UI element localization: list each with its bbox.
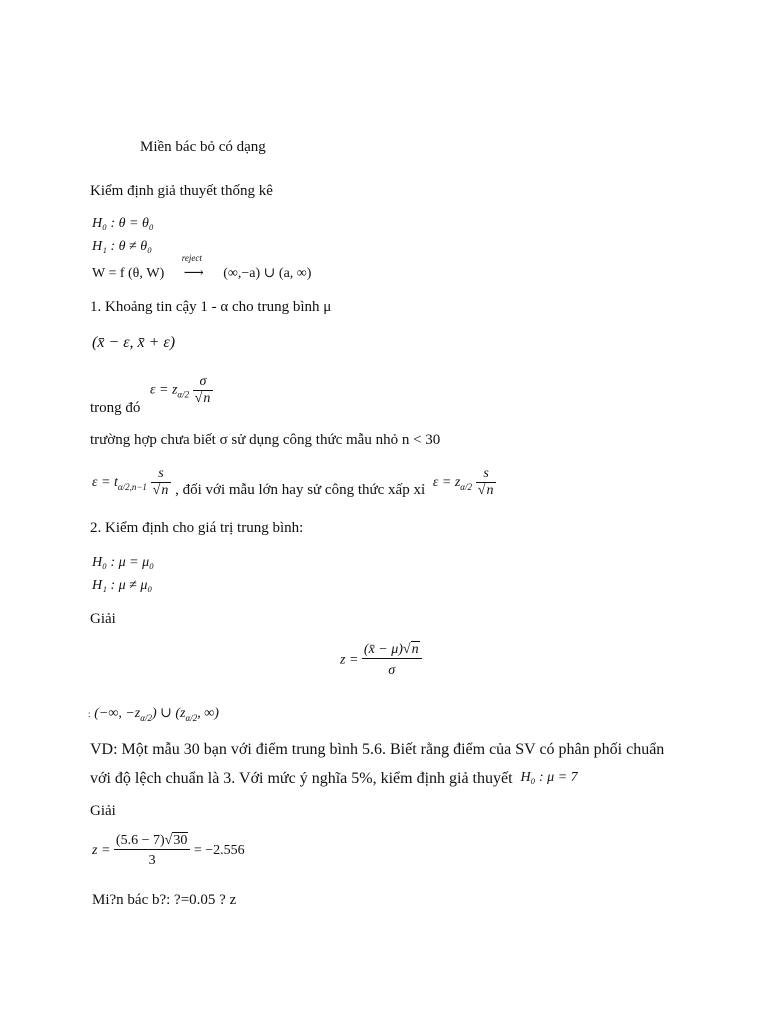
z2-numerator-root: 30 xyxy=(173,833,188,848)
heading-hypothesis-test: Kiểm định giả thuyết thống kê xyxy=(90,183,273,199)
heading-rejection-region: Miền bác bỏ có dạng xyxy=(140,139,266,155)
reject-colon: : xyxy=(88,709,91,719)
section-2-title: 2. Kiểm định cho giá trị trung bình: xyxy=(90,520,304,536)
example-h0: H₀ : μ = 7 xyxy=(520,770,578,785)
eps-t-numerator: s xyxy=(158,466,164,481)
eps-t-lhs: ε = t xyxy=(92,474,118,490)
eps-t-sub: α/2,n−1 xyxy=(117,481,147,492)
example-line-2 xyxy=(90,770,578,788)
reject-sub-2: α/2 xyxy=(185,713,198,723)
h0-mu: H₀ : μ = μ₀ xyxy=(92,555,155,570)
z-denominator: σ xyxy=(362,658,422,679)
z-fraction: $\frac{(x̄ - \mu)√n}{\sigma}$ xyxy=(362,642,422,679)
w-lhs: W = f (θ, W) xyxy=(92,266,165,281)
reject-region-part3: , ∞) xyxy=(197,706,219,721)
epsilon-numerator: σ xyxy=(199,374,207,389)
h1-theta: H₁ : θ ≠ θ₀ xyxy=(92,239,152,254)
last-line: Mi?n bác b?: ?=0.05 ? z xyxy=(92,892,237,908)
w-rhs: (∞,−a) ∪ (a, ∞) xyxy=(223,266,312,281)
reject-sub-1: α/2 xyxy=(140,713,152,723)
z-numerator-root: n xyxy=(411,642,419,657)
h0-theta: H₀ : θ = θ₀ xyxy=(92,216,154,231)
z-numerator-paren: (x̄ − μ) xyxy=(363,642,403,657)
h1-mu: H₁ : μ ≠ μ₀ xyxy=(92,578,153,593)
reject-region-part2: ) ∪ (z xyxy=(152,706,186,721)
reject-arrow: reject ⟶ xyxy=(181,253,204,282)
z2-fraction: $\frac{(5.6 - 7)√30}{3}$ xyxy=(114,833,190,869)
rejection-region xyxy=(88,705,219,723)
eps-z-sub: α/2 xyxy=(460,481,473,492)
epsilon-fraction: $\frac{\sigma}{√n}$ xyxy=(193,374,214,407)
example-line-2-text: với độ lệch chuẩn là 3. Với mức ý nghĩa 5%, kiểm định giả thuyết xyxy=(90,770,513,787)
small-sample-text: trường hợp chưa biết σ sử dụng công thức mẫu nhỏ n < 30 xyxy=(90,432,441,448)
z2-lhs: z = xyxy=(92,843,111,859)
z-statistic-formula xyxy=(340,642,422,679)
z-example-formula xyxy=(92,833,245,869)
large-sample-text: , đối với mẫu lớn hay sử công thức xấp xỉ xyxy=(175,482,426,498)
eps-z-fraction: $\frac{s}{√n}$ xyxy=(476,466,497,499)
epsilon-formula xyxy=(150,374,213,407)
w-expression xyxy=(92,253,312,282)
eps-z-numerator: s xyxy=(483,466,489,481)
epsilon-denominator: n xyxy=(203,391,211,406)
z2-numerator: (5.6 − 7) xyxy=(115,833,165,848)
confidence-interval: (x̄ − ε, x̄ + ε) xyxy=(92,334,176,351)
eps-z-denominator: n xyxy=(486,483,494,498)
trong-do-label: trong đó xyxy=(90,400,141,416)
reject-region-part1: (−∞, −z xyxy=(94,706,141,721)
giai-label-2: Giải xyxy=(90,803,116,819)
eps-z-lhs: ε = z xyxy=(432,474,461,490)
t-formula-line xyxy=(92,466,496,499)
epsilon-sub: α/2 xyxy=(177,389,190,400)
eps-t-denominator: n xyxy=(161,483,169,498)
eps-t-fraction: $\frac{s}{√n}$ xyxy=(151,466,172,499)
z-lhs: z = xyxy=(340,652,359,668)
giai-label-1: Giải xyxy=(90,611,116,627)
z2-denominator: 3 xyxy=(114,849,190,869)
reject-arrow-label: reject xyxy=(181,253,202,264)
epsilon-lhs: ε = z xyxy=(150,382,178,398)
example-line-1: VD: Một mẫu 30 bạn với điểm trung bình 5.6. Biết rằng điểm của SV có phân phối chuẩn xyxy=(90,741,665,758)
section-1-title: 1. Khoảng tin cậy 1 - α cho trung bình μ xyxy=(90,299,332,315)
z2-result: = −2.556 xyxy=(193,843,245,859)
